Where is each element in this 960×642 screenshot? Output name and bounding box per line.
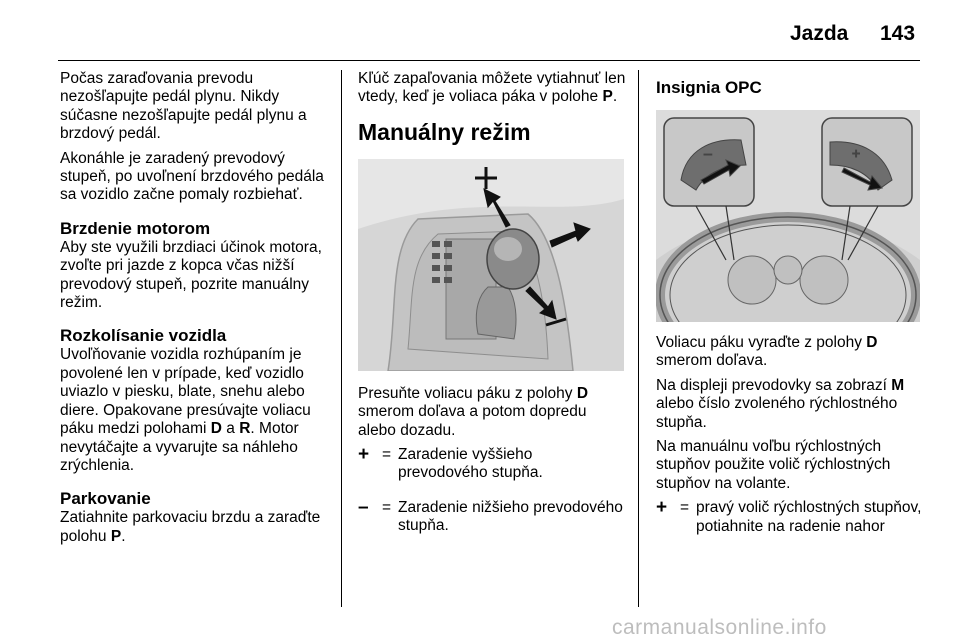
paddle-zoom-left xyxy=(664,118,754,206)
section-heading-manual-mode: Manuálny režim xyxy=(358,118,531,145)
gear-selector-illustration xyxy=(358,159,624,371)
minus-icon: – xyxy=(358,496,369,518)
legend-item-downshift: – = Zaradenie nižšieho prevodového stupňa. xyxy=(358,496,623,535)
paragraph: Počas zaraďovania prevodu nezošľapujte pedál plynu. Nikdy súčasne nezošľapujte pedál plynu a brzdový pedál. xyxy=(60,70,307,143)
paragraph: Voliacu páku vyraďte z polohy D smerom doľava. xyxy=(656,334,878,370)
paragraph: Uvoľňovanie vozidla rozhúpaním je povolené len v prípade, keď vozidlo uviazlo v piesku, blate, snehu alebo diere. Opakovane presúvajte voliacu páku medzi polohami D a R. Motor nevytáčajte a vyvarujte sa náhleho zrýchlenia. xyxy=(60,346,311,474)
column-divider-1 xyxy=(341,70,342,607)
svg-text:–: – xyxy=(704,145,712,161)
paddle-zoom-right xyxy=(822,118,912,206)
svg-text:+: + xyxy=(852,145,861,161)
paragraph: Na manuálnu voľbu rýchlostných stupňov použite volič rýchlostných stupňov na volante. xyxy=(656,438,891,492)
paragraph: Zatiahnite parkovaciu brzdu a zaraďte polohu P. xyxy=(60,509,321,545)
section-heading-insignia-opc: Insignia OPC xyxy=(656,78,762,97)
paragraph: Aby ste využili brzdiaci účinok motora, zvoľte pri jazde z kopca včas nižší prevodový stupeň, pozrite manuálny režim. xyxy=(60,238,322,312)
page-number: 143 xyxy=(880,22,916,45)
paragraph: Akonáhle je zaradený prevodový stupeň, po uvoľnení brzdového pedála sa vozidlo začne pomaly rozbiehať. xyxy=(60,149,324,204)
paragraph: Kľúč zapaľovania môžete vytiahnuť len vtedy, keď je voliaca páka v polohe P. xyxy=(358,70,626,106)
plus-icon: + xyxy=(358,444,370,466)
header-rule xyxy=(58,60,920,61)
legend-item-right-paddle: + = pravý volič rýchlostných stupňov, potiahnite na radenie nahor xyxy=(656,497,922,535)
column-2 xyxy=(358,70,626,536)
legend-item-upshift: + = Zaradenie vyššieho prevodového stupňa. xyxy=(358,444,543,482)
section-heading-parking: Parkovanie xyxy=(60,489,151,509)
plus-icon: + xyxy=(656,497,668,519)
figure-caption: Presuňte voliacu páku z polohy D smerom doľava a potom dopredu alebo dozadu. xyxy=(358,384,589,439)
watermark: carmanualsonline.info xyxy=(612,616,827,639)
page-header xyxy=(0,0,960,56)
chapter-title: Jazda xyxy=(790,22,849,45)
section-heading-engine-braking: Brzdenie motorom xyxy=(60,218,211,238)
section-heading-rocking: Rozkolísanie vozidla xyxy=(60,326,227,346)
paragraph: Na displeji prevodovky sa zobrazí M alebo číslo zvoleného rýchlostného stupňa. xyxy=(656,376,905,431)
steering-wheel-paddles-illustration xyxy=(656,110,920,322)
column-1 xyxy=(60,70,332,552)
column-3 xyxy=(656,70,924,536)
column-divider-2 xyxy=(638,70,639,607)
